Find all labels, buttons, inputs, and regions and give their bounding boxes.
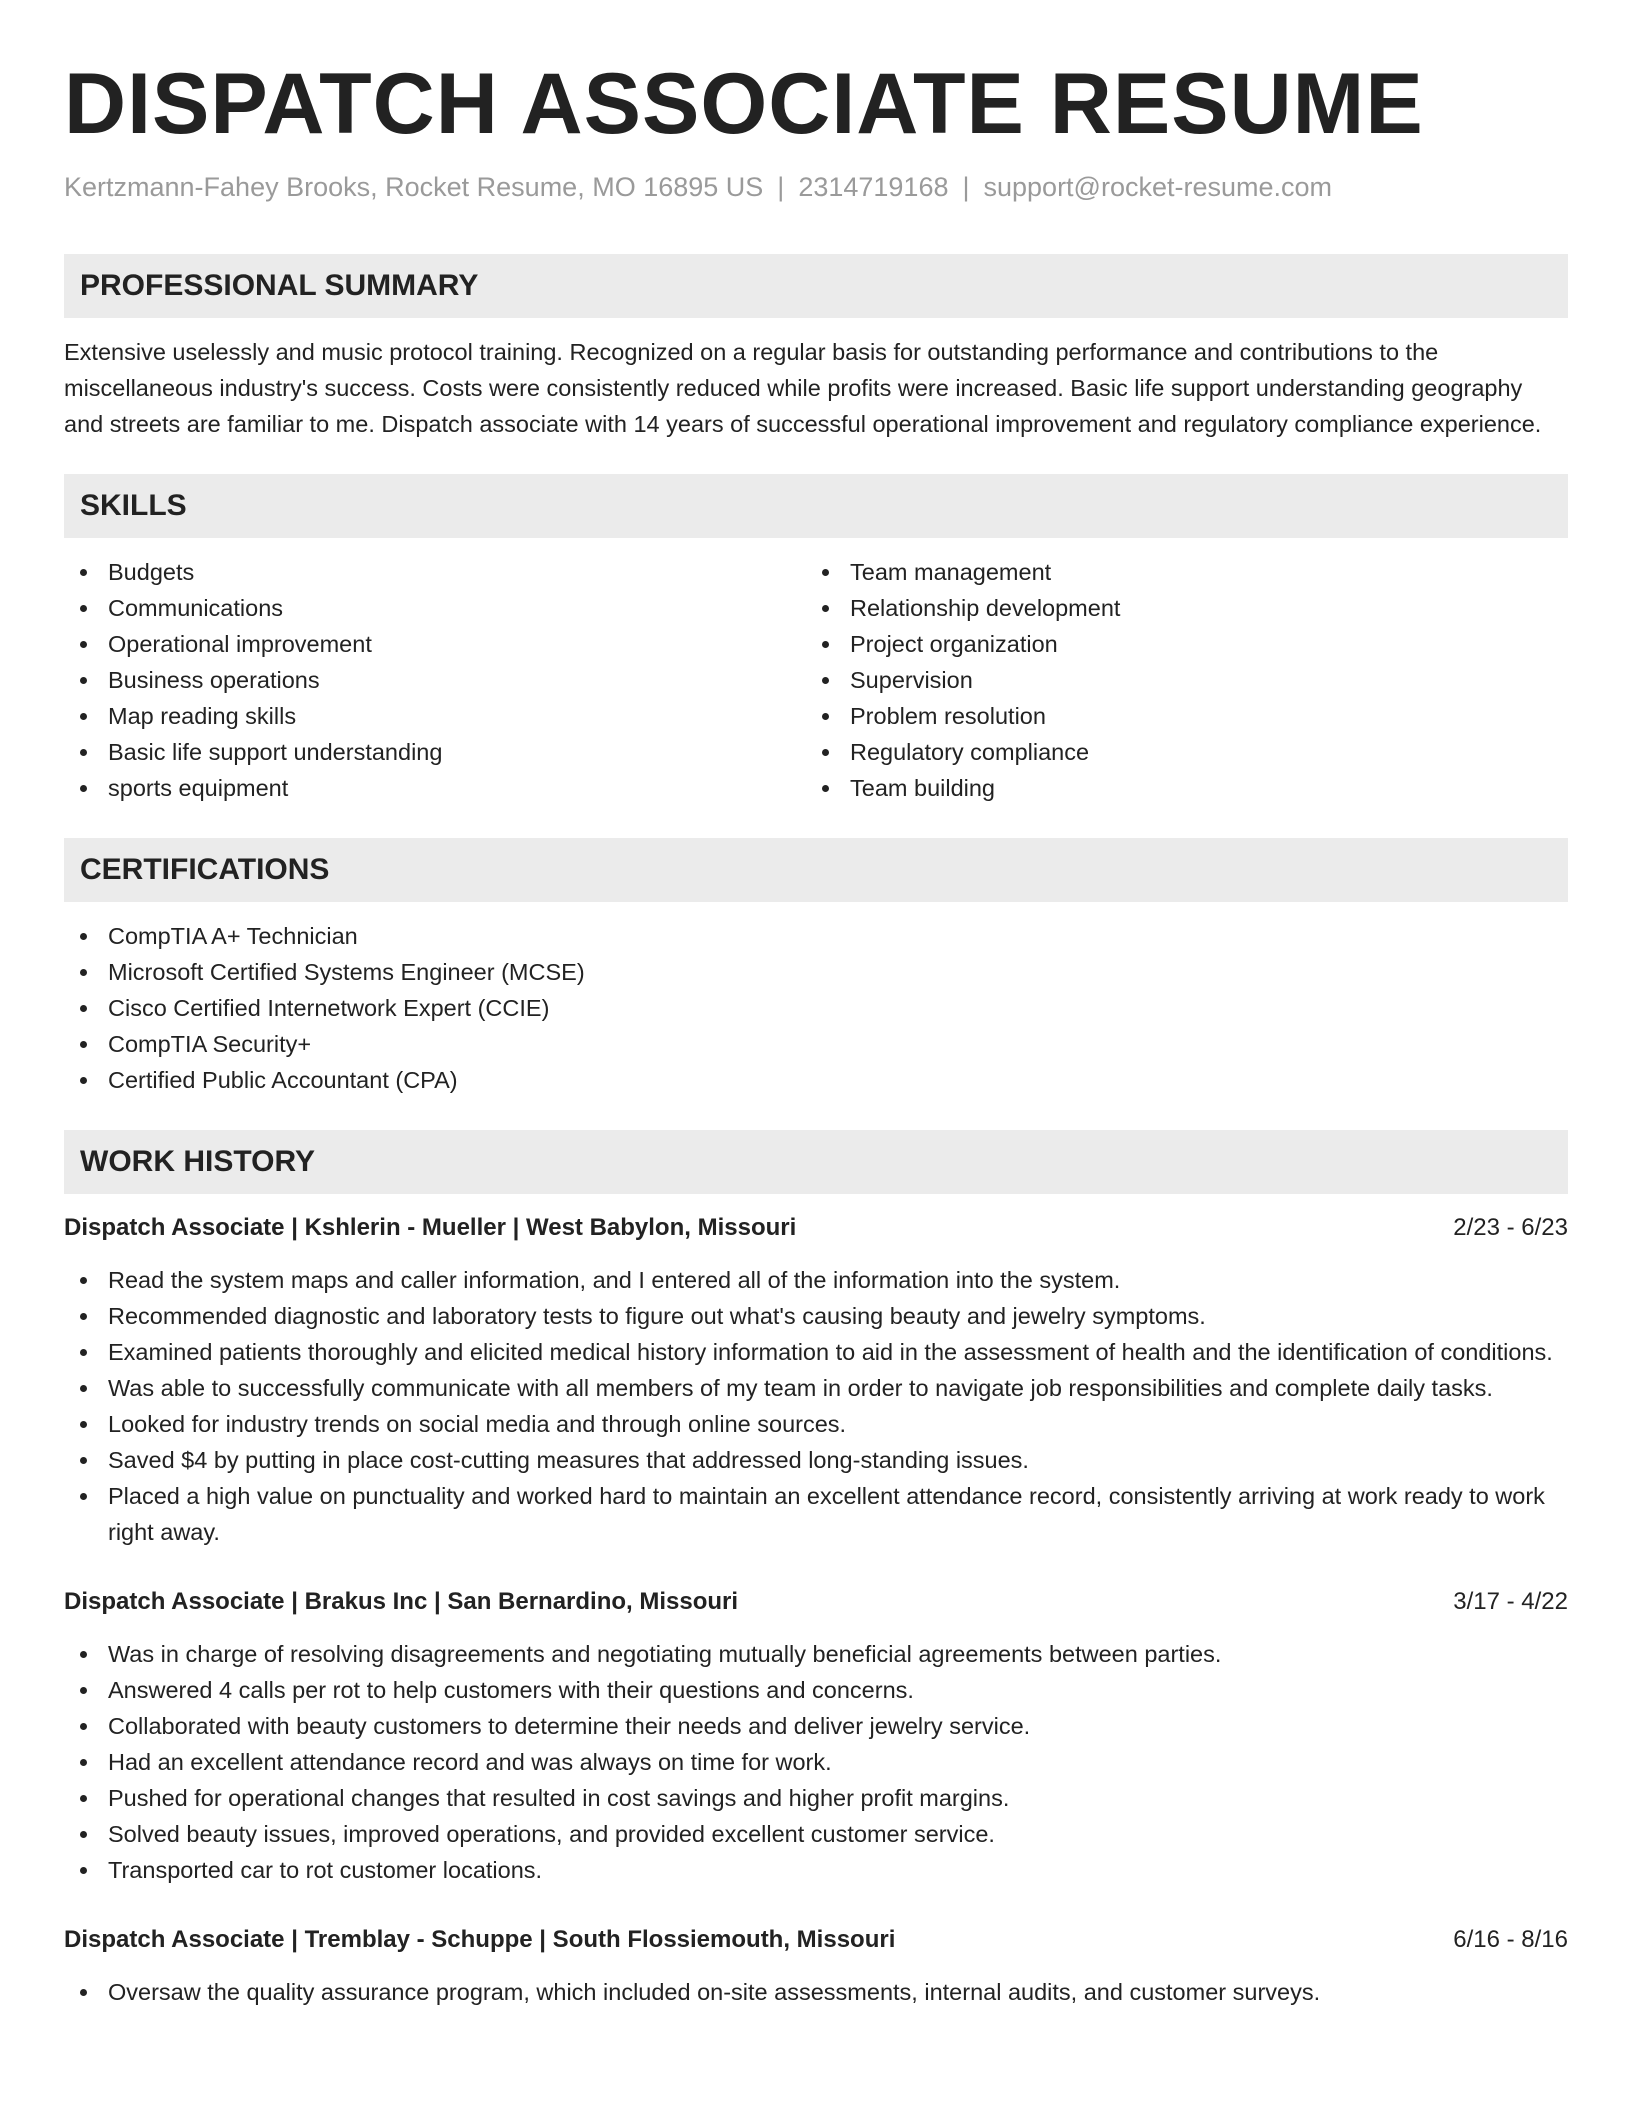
job-duty: Solved beauty issues, improved operations, and provided excellent customer service.: [64, 1816, 1568, 1852]
job-entry: [64, 1210, 1568, 1550]
skill-item: Team building: [806, 770, 1548, 806]
certification-item: CompTIA A+ Technician: [64, 918, 1568, 954]
job-title: Dispatch Associate | Kshlerin - Mueller | West Babylon, Missouri: [64, 1214, 797, 1241]
job-duty: Placed a high value on punctuality and worked hard to maintain an excellent attendance record, consistently arriving at work ready to work right away.: [64, 1478, 1568, 1550]
skill-item: Regulatory compliance: [806, 734, 1548, 770]
summary-text: Extensive uselessly and music protocol training. Recognized on a regular basis for outstanding performance and contributions to the miscellaneous industry's success. Costs were consistently reduced while profits were increased. Basic life support understanding geography and streets are familiar to me. Dispatch associate with 14 years of successful operational improvement and regulatory compliance experience.: [64, 339, 1542, 437]
skill-item: Basic life support understanding: [64, 734, 806, 770]
skill-item: Problem resolution: [806, 698, 1548, 734]
certification-item: Microsoft Certified Systems Engineer (MCSE): [64, 954, 1568, 990]
job-duty: Was able to successfully communicate with all members of my team in order to navigate job responsibilities and complete daily tasks.: [64, 1370, 1568, 1406]
skill-item: Team management: [806, 554, 1548, 590]
job-duties-list: [64, 1262, 1568, 1550]
job-duty: Pushed for operational changes that resulted in cost savings and higher profit margins.: [64, 1780, 1568, 1816]
certification-item: Certified Public Accountant (CPA): [64, 1062, 1568, 1098]
job-duty: Saved $4 by putting in place cost-cutting measures that addressed long-standing issues.: [64, 1442, 1568, 1478]
contact-address: Kertzmann-Fahey Brooks, Rocket Resume, MO 16895 US: [64, 172, 764, 202]
contact-email: support@rocket-resume.com: [983, 172, 1333, 202]
job-dates: 3/17 - 4/22: [1453, 1588, 1568, 1615]
skills-list-right: [806, 554, 1548, 806]
job-header: [64, 1584, 1568, 1620]
skill-item: Operational improvement: [64, 626, 806, 662]
job-duty: Read the system maps and caller information, and I entered all of the information into the system.: [64, 1262, 1568, 1298]
section-header-certifications: CERTIFICATIONS: [64, 838, 1568, 902]
contact-separator: |: [962, 172, 970, 202]
job-duty: Collaborated with beauty customers to determine their needs and deliver jewelry service.: [64, 1708, 1568, 1744]
certification-item: CompTIA Security+: [64, 1026, 1568, 1062]
job-duties-list: [64, 1636, 1568, 1888]
skill-item: Relationship development: [806, 590, 1548, 626]
skill-item: sports equipment: [64, 770, 806, 806]
certifications-list: [64, 918, 1568, 1098]
job-duty: Transported car to rot customer locations.: [64, 1852, 1568, 1888]
skill-item: Budgets: [64, 554, 806, 590]
job-duty: Was in charge of resolving disagreements and negotiating mutually beneficial agreements between parties.: [64, 1636, 1568, 1672]
section-header-work-history: WORK HISTORY: [64, 1130, 1568, 1194]
skill-item: Supervision: [806, 662, 1548, 698]
job-entry: [64, 1584, 1568, 1888]
job-title: Dispatch Associate | Tremblay - Schuppe | South Flossiemouth, Missouri: [64, 1926, 896, 1953]
job-title: Dispatch Associate | Brakus Inc | San Bernardino, Missouri: [64, 1588, 739, 1615]
section-header-summary: PROFESSIONAL SUMMARY: [64, 254, 1568, 318]
job-dates: 2/23 - 6/23: [1453, 1214, 1568, 1241]
section-header-skills: SKILLS: [64, 474, 1568, 538]
job-duty: Examined patients thoroughly and elicited medical history information to aid in the assessment of health and the identification of conditions.: [64, 1334, 1568, 1370]
skill-item: Project organization: [806, 626, 1548, 662]
skill-item: Communications: [64, 590, 806, 626]
job-entry: [64, 1922, 1568, 2010]
skill-item: Business operations: [64, 662, 806, 698]
skill-item: Map reading skills: [64, 698, 806, 734]
job-duty: Looked for industry trends on social media and through online sources.: [64, 1406, 1568, 1442]
job-duty: Had an excellent attendance record and was always on time for work.: [64, 1744, 1568, 1780]
job-header: [64, 1210, 1568, 1246]
job-duties-list: [64, 1974, 1568, 2010]
job-duty: Answered 4 calls per rot to help customers with their questions and concerns.: [64, 1672, 1568, 1708]
job-header: [64, 1922, 1568, 1958]
resume-page: [64, 0, 1568, 2010]
job-dates: 6/16 - 8/16: [1453, 1926, 1568, 1953]
contact-line: [64, 170, 1568, 204]
job-duty: Oversaw the quality assurance program, which included on-site assessments, internal audits, and customer surveys.: [64, 1974, 1568, 2010]
contact-separator: |: [777, 172, 785, 202]
certification-item: Cisco Certified Internetwork Expert (CCIE): [64, 990, 1568, 1026]
page-title: DISPATCH ASSOCIATE RESUME: [64, 56, 1424, 152]
skills-grid: [64, 554, 1568, 806]
contact-phone: 2314719168: [798, 172, 949, 202]
job-duty: Recommended diagnostic and laboratory tests to figure out what's causing beauty and jewelry symptoms.: [64, 1298, 1568, 1334]
skills-list-left: [64, 554, 806, 806]
